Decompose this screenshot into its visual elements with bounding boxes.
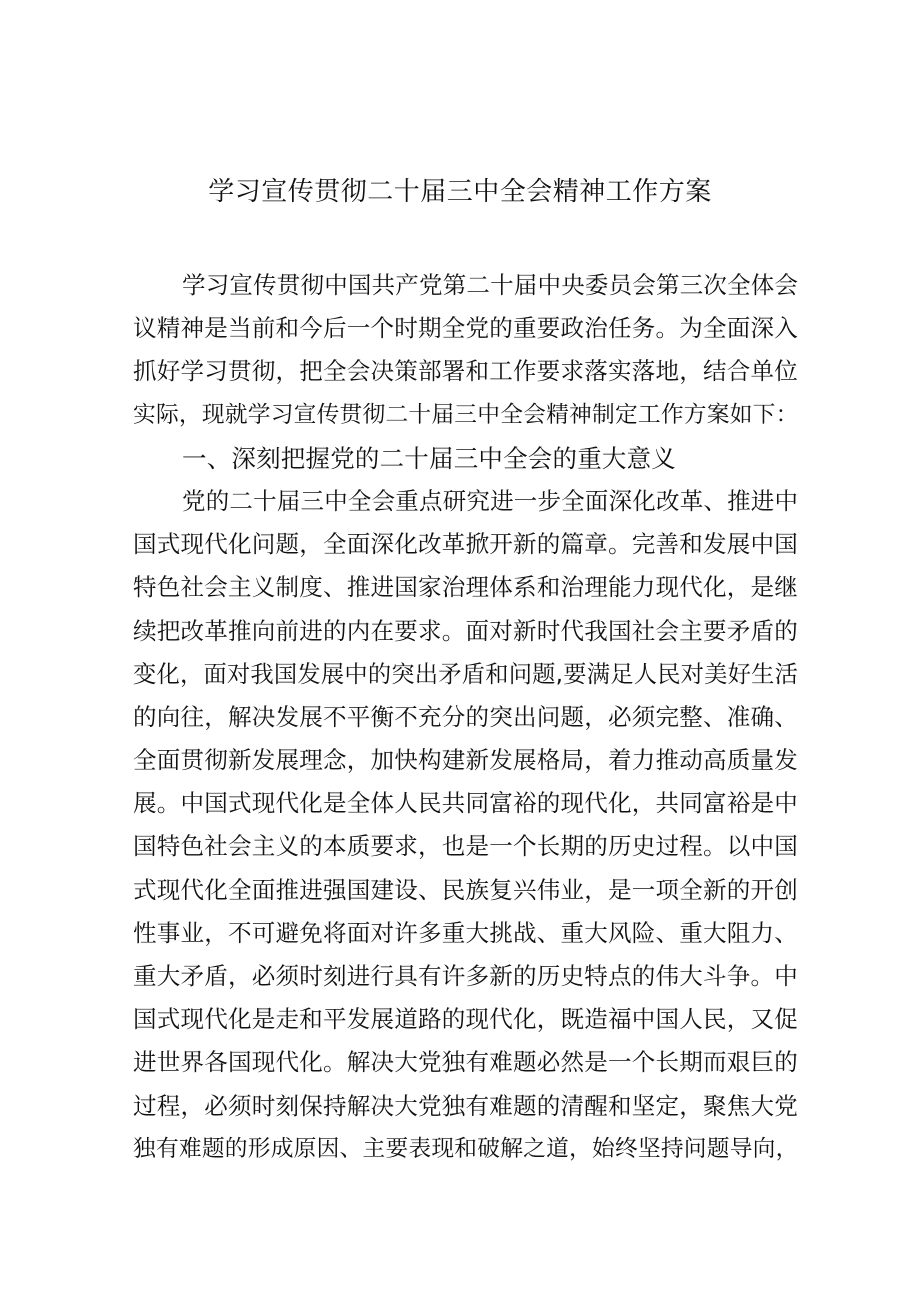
body-line: 全面贯彻新发展理念，加快构建新发展格局，着力推动高质量发	[133, 746, 798, 775]
body-line: 国式现代化问题，全面深化改革掀开新的篇章。完善和发展中国	[133, 530, 798, 559]
body-line: 实际，现就学习宣传贯彻二十届三中全会精神制定工作方案如下：	[133, 401, 799, 428]
body-line: 特色社会主义制度、推进国家治理体系和治理能力现代化，是继	[133, 573, 798, 602]
body-line: 性事业，不可避免将面对许多重大挑战、重大风险、重大阻力、	[133, 918, 798, 947]
body-line: 议精神是当前和今后一个时期全党的重要政治任务。为全面深入	[133, 314, 798, 343]
body-line: 国特色社会主义的本质要求，也是一个长期的历史过程。以中国	[133, 832, 798, 861]
document-body	[133, 264, 798, 1171]
body-line: 进世界各国现代化。解决大党独有难题必然是一个长期而艰巨的	[133, 1048, 798, 1077]
body-line: 国式现代化是走和平发展道路的现代化，既造福中国人民，又促	[133, 1005, 798, 1034]
body-line: 的向往，解决发展不平衡不充分的突出问题，必须完整、准确、	[133, 702, 798, 731]
body-line: 学习宣传贯彻中国共产党第二十届中央委员会第三次全体会	[182, 271, 799, 299]
body-line: 党的二十届三中全会重点研究进一步全面深化改革、推进中	[182, 486, 799, 515]
body-line: 展。中国式现代化是全体人民共同富裕的现代化，共同富裕是中	[133, 789, 798, 818]
body-line: 抓好学习贯彻，把全会决策部署和工作要求落实落地，结合单位	[133, 357, 798, 386]
body-line: 过程，必须时刻保持解决大党独有难题的清醒和坚定，聚焦大党	[133, 1091, 798, 1120]
body-line: 式现代化全面推进强国建设、民族复兴伟业，是一项全新的开创	[133, 875, 798, 904]
body-line: 变化，面对我国发展中的突出矛盾和问题,要满足人民对美好生活	[133, 660, 799, 688]
document-title: 学习宣传贯彻二十届三中全会精神工作方案	[208, 177, 712, 207]
body-line: 重大矛盾，必须时刻进行具有许多新的历史特点的伟大斗争。中	[133, 962, 798, 990]
body-line: 续把改革推向前进的内在要求。面对新时代我国社会主要矛盾的	[133, 616, 798, 645]
body-line: 一、深刻把握党的二十届三中全会的重大意义	[182, 443, 676, 473]
body-line: 独有难题的形成原因、主要表现和破解之道，始终坚持问题导向，	[133, 1135, 799, 1162]
